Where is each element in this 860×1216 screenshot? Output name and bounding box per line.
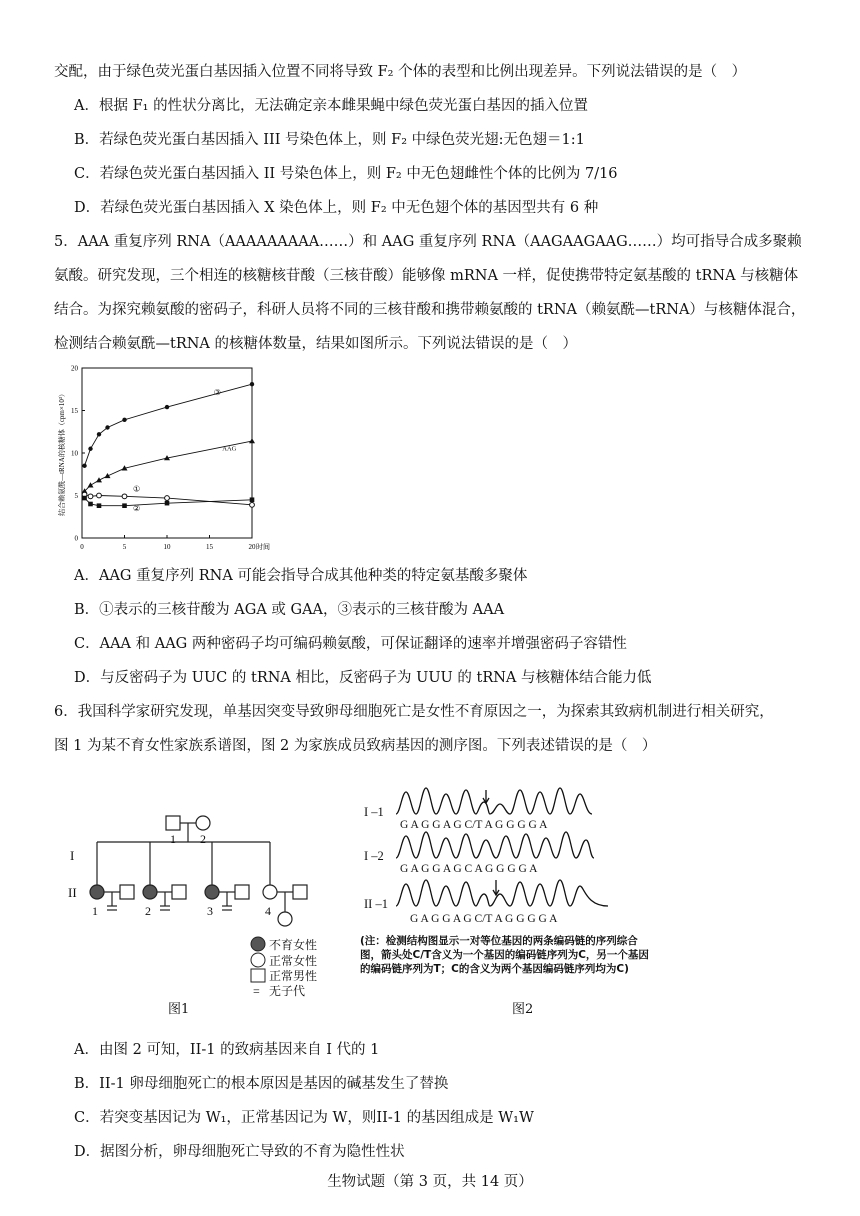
pedigree-ii-spouse1: [120, 885, 134, 899]
page-footer: 生物试题（第 3 页，共 14 页）: [327, 1174, 533, 1190]
data-point: [97, 503, 102, 508]
pedigree-num: 1: [92, 904, 98, 918]
chromatogram-row1: [396, 788, 592, 814]
y-tick-label: 5: [74, 492, 78, 500]
pedigree-ii-spouse4: [293, 885, 307, 899]
data-point: [122, 503, 127, 508]
x-axis-label: 时间: [256, 543, 270, 551]
q5-option-c: C．AAA 和 AAG 两种密码子均可编码赖氨酸，可保证翻译的速率并增强密码子容错性: [74, 636, 627, 652]
q5-stem-line-1: 5．AAA 重复序列 RNA（AAAAAAAAA……）和 AAG 重复序列 RNA（AAGAAGAAG……）均可指导合成多聚赖: [54, 234, 802, 250]
pedigree-gen1-label: I: [70, 848, 75, 863]
data-point: [122, 418, 126, 422]
data-point: [96, 477, 102, 482]
chart-frame: [82, 368, 252, 538]
sequencing-note: (注：检测结构图显示一对等位基因的两条编码链的序列综合图，箭头处C/T含义为一个基因的编码链序列为C，另一个基因的编码链序列为T；C的含义为两个基因编码链序列均为C): [360, 935, 649, 975]
seq-row1-label: I –1: [364, 805, 384, 819]
pedigree-ii4-female: [263, 885, 277, 899]
legend-no-child-label: 无子代: [269, 984, 306, 998]
y-tick-label: 0: [74, 534, 78, 543]
q5-option-d: D．与反密码子为 UUC 的 tRNA 相比，反密码子为 UUU 的 tRNA 与核糖体结合能力低: [74, 670, 652, 686]
seq-row3-label: II –1: [364, 897, 388, 911]
data-point: [97, 432, 101, 436]
data-point: [122, 494, 127, 499]
data-point: [165, 496, 170, 501]
q6-option-b: B．II-1 卵母细胞死亡的根本原因是基因的碱基发生了替换: [74, 1076, 449, 1092]
x-tick-label: 15: [206, 543, 213, 551]
q4-option-c: C．若绿色荧光蛋白基因插入 II 号染色体上，则 F₂ 中无色翅雌性个体的比例为 7/16: [74, 166, 618, 182]
pedigree-num: 2: [145, 904, 151, 918]
data-point: [82, 464, 86, 468]
data-point: [105, 473, 111, 478]
pedigree-num: 2: [200, 832, 206, 846]
series-line-0: [85, 384, 253, 466]
q6-option-d: D．据图分析，卵母细胞死亡导致的不育为隐性性状: [74, 1144, 405, 1160]
legend-no-child-symbol: =: [253, 984, 260, 998]
pedigree-iii-daughter: [278, 912, 292, 926]
q6-option-a: A．由图 2 可知，II-1 的致病基因来自 I 代的 1: [74, 1042, 380, 1058]
pedigree-ii-spouse3: [235, 885, 249, 899]
figure2-caption: 图2: [512, 1002, 534, 1017]
seq-row1-bases: G A G G A G C/T A G G G G A: [400, 819, 548, 831]
q6-option-c: C．若突变基因记为 W₁，正常基因记为 W，则II-1 的基因组成是 W₁W: [74, 1110, 534, 1126]
data-point: [250, 382, 254, 386]
pedigree-num: 3: [207, 904, 213, 918]
data-point: [97, 493, 102, 498]
pedigree-i2-female: [196, 816, 210, 830]
data-point: [249, 438, 255, 443]
data-point: [105, 425, 109, 429]
sequencing-figure: [360, 782, 620, 932]
series-label: ③: [213, 388, 221, 398]
data-point: [165, 501, 170, 506]
legend-normal-male-symbol: [251, 969, 265, 982]
seq-row2-bases: G A G G A G C A G G G G A: [400, 863, 538, 875]
legend-infertile-label: 不育女性: [269, 938, 318, 952]
chromatogram-row3: [396, 880, 608, 906]
q5-stem-line-3: 结合。为探究赖氨酸的密码子，科研人员将不同的三核苷酸和携带赖氨酸的 tRNA（赖氨酰—tRNA）与核糖体混合，: [54, 302, 806, 318]
seq-row2-label: I –2: [364, 849, 384, 863]
series-label: ①: [133, 484, 141, 494]
legend-normal-male-label: 正常男性: [269, 969, 318, 983]
y-axis-label: 结合赖氨酰—tRNA的核糖体（cpm×10³）: [58, 390, 66, 516]
data-point: [88, 482, 94, 487]
pedigree-ii2-infertile: [143, 885, 157, 899]
pedigree-num: 4: [265, 904, 271, 918]
series-label: ②: [133, 503, 141, 513]
data-point: [250, 502, 255, 507]
data-point: [88, 502, 93, 507]
figure1-caption: 图1: [168, 1002, 190, 1017]
data-point: [250, 497, 255, 502]
y-tick-label: 15: [71, 407, 78, 415]
x-tick-label: 5: [122, 543, 127, 551]
pedigree-ii1-infertile: [90, 885, 104, 899]
x-tick-label: 20: [248, 543, 256, 551]
q6-stem-line-2: 图 1 为某不育女性家族系谱图，图 2 为家族成员致病基因的测序图。下列表述错误的是（ ）: [54, 738, 657, 754]
q4-option-b: B．若绿色荧光蛋白基因插入 III 号染色体上，则 F₂ 中绿色荧光翅:无色翅＝1:1: [74, 132, 585, 148]
pedigree-ii-spouse2: [172, 885, 186, 899]
q5-option-a: A．AAG 重复序列 RNA 可能会指导合成其他种类的特定氨基酸多聚体: [74, 568, 528, 584]
q4-option-d: D．若绿色荧光蛋白基因插入 X 染色体上，则 F₂ 中无色翅个体的基因型共有 6 种: [74, 200, 599, 216]
pedigree-ii3-infertile: [205, 885, 219, 899]
x-tick-label: 10: [163, 543, 171, 551]
pedigree-i1-male: [166, 816, 180, 830]
ribosome-binding-chart: [52, 360, 292, 555]
q6-stem-line-1: 6．我国科学家研究发现，单基因突变导致卵母细胞死亡是女性不育原因之一，为探索其致病机制进行相关研究，: [54, 704, 774, 720]
q5-stem-line-4: 检测结合赖氨酰—tRNA 的核糖体数量，结果如图所示。下列说法错误的是（ ）: [54, 336, 578, 352]
seq-row3-bases: G A G G A G C/T A G G G G A: [410, 913, 558, 925]
data-point: [82, 496, 87, 501]
pedigree-num: 1: [170, 832, 176, 846]
chromatogram-row2: [396, 832, 594, 858]
x-tick-label: 0: [80, 543, 84, 551]
y-tick-label: 10: [71, 449, 78, 458]
data-point: [88, 494, 93, 499]
pedigree-figure: [60, 780, 340, 1020]
legend-infertile-symbol: [251, 937, 265, 951]
q4-option-a: A．根据 F₁ 的性状分离比，无法确定亲本雌果蝇中绿色荧光蛋白基因的插入位置: [74, 98, 589, 114]
q5-stem-line-2: 氨酸。研究发现，三个相连的核糖核苷酸（三核苷酸）能够像 mRNA 一样，促使携带特定氨基酸的 tRNA 与核糖体: [54, 268, 799, 284]
data-point: [88, 447, 92, 451]
pedigree-gen2-label: II: [68, 885, 77, 900]
q5-option-b: B．①表示的三核苷酸为 AGA 或 GAA，③表示的三核苷酸为 AAA: [74, 602, 505, 618]
data-point: [165, 405, 169, 409]
question4-stem-line: 交配，由于绿色荧光蛋白基因插入位置不同将导致 F₂ 个体的表型和比例出现差异。下列说法错误的是（ ）: [54, 64, 747, 80]
legend-normal-female-label: 正常女性: [269, 954, 318, 968]
legend-normal-female-symbol: [251, 953, 265, 967]
y-tick-label: 20: [71, 364, 78, 373]
series-label: AAG: [222, 445, 237, 453]
